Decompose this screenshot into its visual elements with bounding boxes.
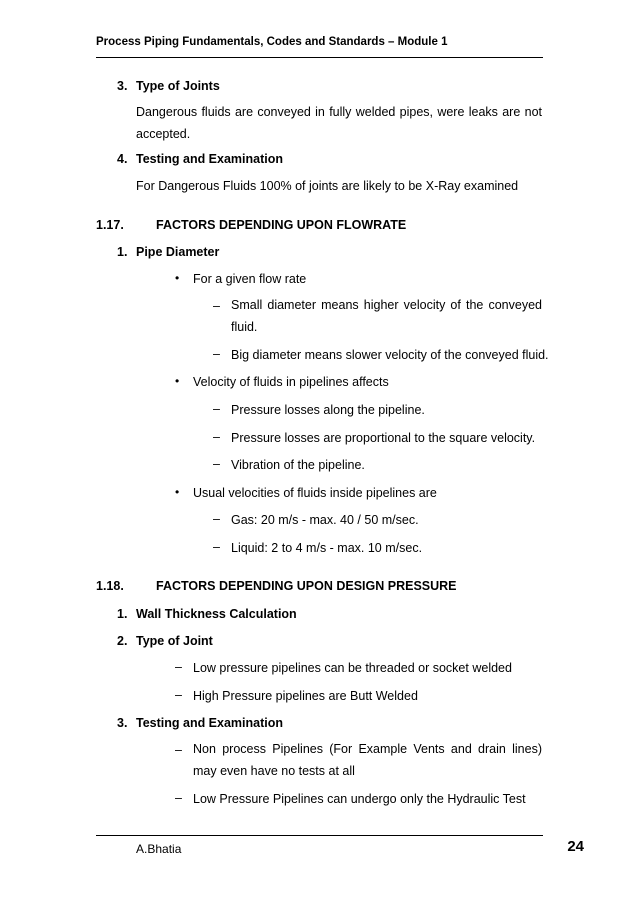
- dash-icon: –: [213, 299, 220, 313]
- list-number: 4.: [117, 152, 128, 166]
- list-number: 3.: [117, 79, 128, 93]
- list-number: 1.: [117, 607, 128, 621]
- section-title: FACTORS DEPENDING UPON DESIGN PRESSURE: [156, 579, 457, 593]
- dash-text: Pressure losses are proportional to the square velocity.: [231, 431, 536, 445]
- page-number: 24: [567, 838, 584, 855]
- dash-icon: –: [175, 791, 182, 805]
- dash-icon: –: [175, 743, 182, 757]
- section-heading: Testing and Examination: [136, 152, 284, 166]
- list-number: 1.: [117, 245, 128, 259]
- list-number: 3.: [117, 716, 128, 730]
- header-rule: [96, 57, 543, 58]
- dash-text: Gas: 20 m/s - max. 40 / 50 m/sec.: [231, 513, 419, 527]
- section-heading: Testing and Examination: [136, 716, 284, 730]
- dash-text: Vibration of the pipeline.: [231, 458, 365, 472]
- dash-icon: –: [213, 402, 220, 416]
- dash-text: Liquid: 2 to 4 m/s - max. 10 m/sec.: [231, 541, 423, 555]
- footer-rule: [96, 835, 543, 836]
- section-heading: Type of Joints: [136, 79, 220, 93]
- dash-icon: –: [213, 540, 220, 554]
- section-heading: Pipe Diameter: [136, 245, 220, 259]
- footer-author: A.Bhatia: [136, 842, 182, 856]
- bullet-icon: •: [175, 485, 180, 499]
- dash-icon: –: [213, 457, 220, 471]
- paragraph: Dangerous fluids are conveyed in fully welded pipes, were leaks are not accepted.: [136, 105, 542, 141]
- dash-icon: –: [213, 512, 220, 526]
- dash-text: Small diameter means higher velocity of the conveyed fluid.: [231, 298, 542, 334]
- section-number: 1.18.: [96, 579, 124, 593]
- bullet-text: Usual velocities of fluids inside pipelines are: [193, 486, 437, 500]
- dash-text: Big diameter means slower velocity of the conveyed fluid.: [231, 348, 549, 362]
- dash-icon: –: [175, 688, 182, 702]
- section-number: 1.17.: [96, 218, 124, 232]
- list-number: 2.: [117, 634, 128, 648]
- dash-text: Pressure losses along the pipeline.: [231, 403, 425, 417]
- bullet-text: Velocity of fluids in pipelines affects: [193, 375, 389, 389]
- dash-icon: –: [213, 347, 220, 361]
- section-heading: Type of Joint: [136, 634, 213, 648]
- section-title: FACTORS DEPENDING UPON FLOWRATE: [156, 218, 407, 232]
- dash-text: Low Pressure Pipelines can undergo only the Hydraulic Test: [193, 792, 526, 806]
- dash-text: Non process Pipelines (For Example Vents and drain lines) may even have no tests at all: [193, 742, 542, 778]
- bullet-icon: •: [175, 271, 180, 285]
- paragraph: For Dangerous Fluids 100% of joints are likely to be X-Ray examined: [136, 179, 519, 193]
- dash-text: High Pressure pipelines are Butt Welded: [193, 689, 418, 703]
- bullet-icon: •: [175, 374, 180, 388]
- dash-icon: –: [213, 430, 220, 444]
- dash-icon: –: [175, 660, 182, 674]
- page-header-title: Process Piping Fundamentals, Codes and Standards – Module 1: [96, 36, 448, 48]
- section-heading: Wall Thickness Calculation: [136, 607, 297, 621]
- bullet-text: For a given flow rate: [193, 272, 307, 286]
- dash-text: Low pressure pipelines can be threaded or socket welded: [193, 661, 512, 675]
